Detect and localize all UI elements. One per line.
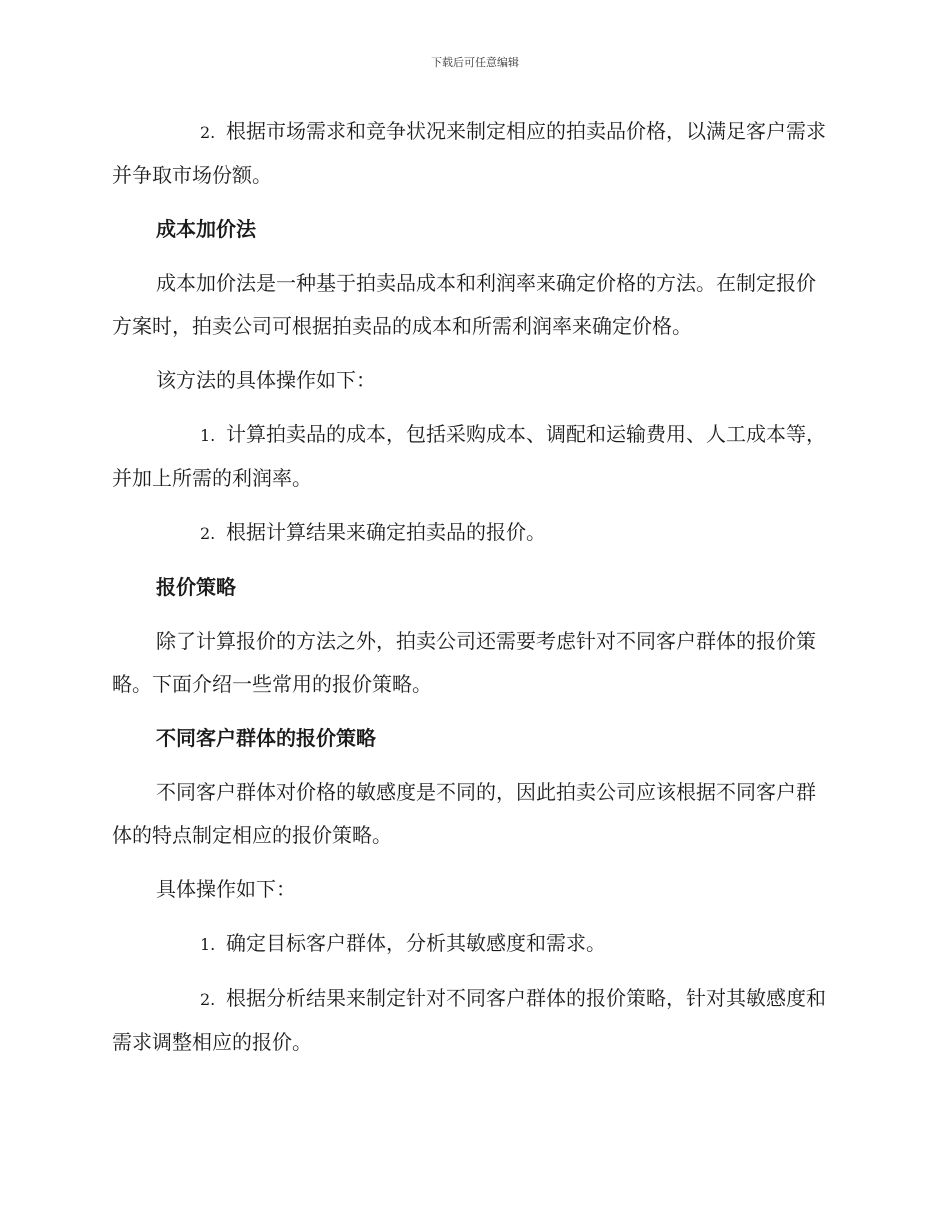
list-item — [112, 977, 832, 1064]
section-heading: 不同客户群体的报价策略 — [156, 726, 376, 750]
list-text: 根据计算结果来确定拍卖品的报价。 — [226, 520, 546, 544]
list-number: 2. — [200, 990, 216, 1009]
paragraph: 具体操作如下： — [156, 877, 296, 901]
paragraph: 不同客户群体对价格的敏感度是不同的，因此拍卖公司应该根据不同客户群体的特点制定相应的报价策略。 — [112, 780, 816, 847]
list-text: 根据分析结果来制定针对不同客户群体的报价策略，针对其敏感度和需求调整相应的报价。 — [112, 986, 826, 1054]
list-number: 1. — [200, 426, 216, 445]
paragraph: 该方法的具体操作如下： — [156, 368, 376, 392]
list-item — [112, 110, 832, 197]
list-number: 1. — [200, 935, 216, 954]
list-text: 确定目标客户群体，分析其敏感度和需求。 — [226, 931, 606, 955]
list-number: 2. — [200, 524, 216, 543]
section-heading: 报价策略 — [156, 575, 236, 599]
list-number: 2. — [200, 123, 216, 142]
document-body — [112, 110, 832, 1075]
list-text: 根据市场需求和竞争状况来制定相应的拍卖品价格，以满足客户需求并争取市场份额。 — [112, 119, 826, 187]
paragraph: 除了计算报价的方法之外，拍卖公司还需要考虑针对不同客户群体的报价策略。下面介绍一些常用的报价策略。 — [112, 629, 816, 696]
section-heading: 成本加价法 — [156, 217, 256, 241]
page-header: 下载后可任意编辑 — [431, 56, 519, 69]
list-item — [112, 511, 832, 555]
list-item — [112, 413, 832, 500]
paragraph: 成本加价法是一种基于拍卖品成本和利润率来确定价格的方法。在制定报价方案时，拍卖公司可根据拍卖品的成本和所需利润率来确定价格。 — [112, 271, 816, 338]
list-item — [112, 922, 832, 966]
list-text: 计算拍卖品的成本，包括采购成本、调配和运输费用、人工成本等，并加上所需的利润率。 — [112, 422, 826, 490]
